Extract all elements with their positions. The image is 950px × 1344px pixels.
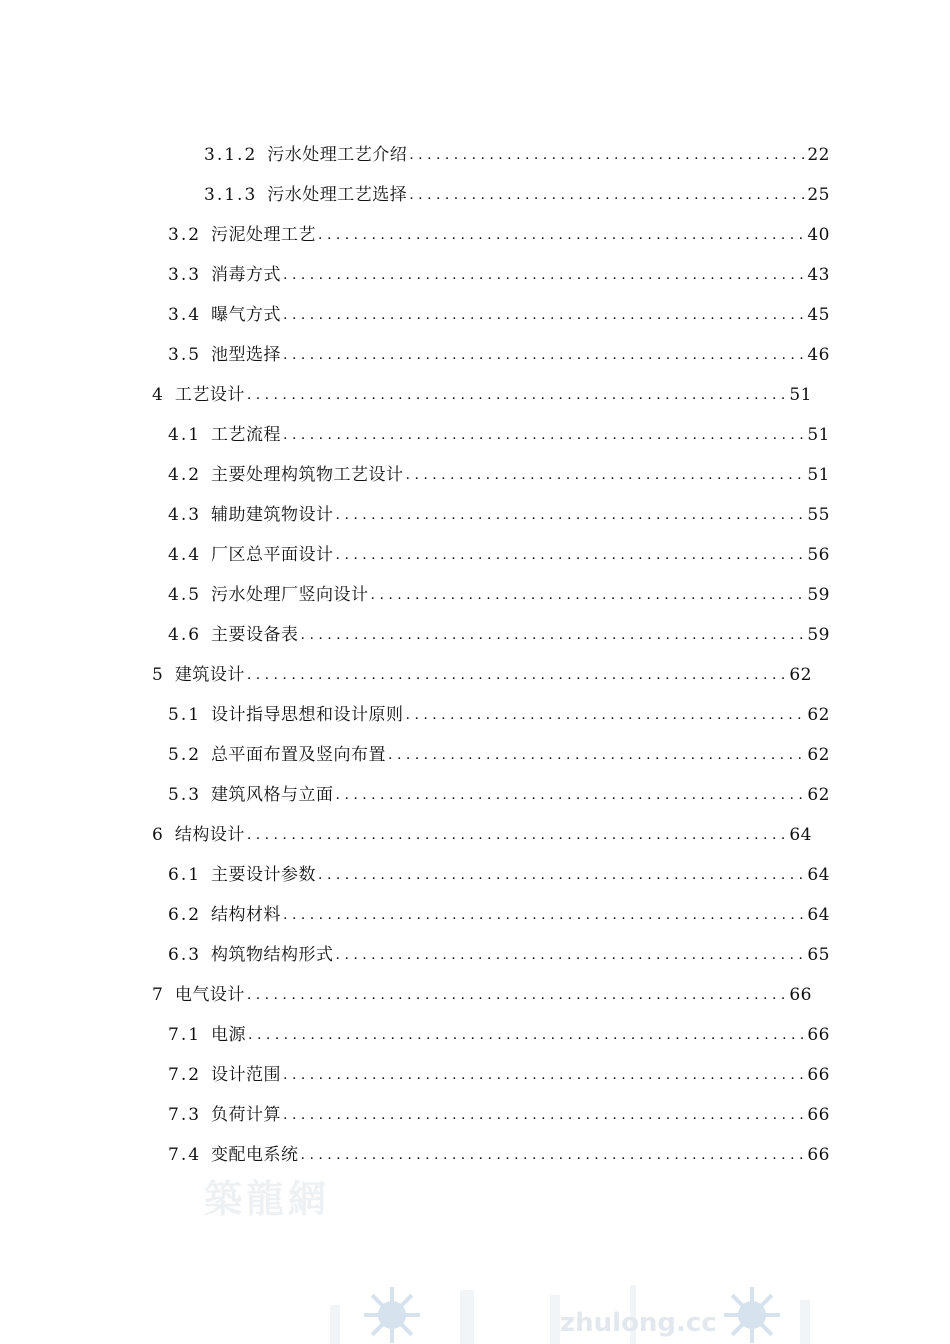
toc-entry[interactable] <box>204 180 830 220</box>
toc-entry-label <box>168 740 386 765</box>
toc-dot-leader <box>371 584 806 604</box>
toc-entry-page-number: 64 <box>807 865 830 885</box>
toc-entry-page-number: 59 <box>807 625 830 645</box>
toc-entry-title: 建筑设计 <box>174 665 245 685</box>
toc-entry-label <box>168 780 334 805</box>
watermark-logo-text: zhulong.cc <box>560 1308 717 1338</box>
toc-entry-page-number: 25 <box>807 185 830 205</box>
toc-entry-title: 主要处理构筑物工艺设计 <box>211 465 404 485</box>
toc-dot-leader <box>283 1064 805 1084</box>
toc-entry-page-number: 51 <box>807 465 830 485</box>
toc-entry[interactable] <box>168 1060 830 1100</box>
toc-entry-label <box>204 180 407 205</box>
toc-dot-leader <box>247 664 788 684</box>
toc-entry-page-number: 51 <box>789 385 812 405</box>
toc-entry-page-number: 56 <box>807 545 830 565</box>
toc-entry[interactable] <box>152 820 812 860</box>
toc-dot-leader <box>283 904 805 924</box>
toc-entry[interactable] <box>168 540 830 580</box>
toc-entry-title: 主要设计参数 <box>211 865 317 885</box>
toc-entry[interactable] <box>152 660 812 700</box>
toc-entry-label <box>168 1020 246 1045</box>
toc-entry-page-number: 66 <box>807 1105 830 1125</box>
toc-entry-number: 3.5 <box>168 345 202 365</box>
toc-entry-label <box>168 460 404 485</box>
toc-entry-number: 6.2 <box>168 905 202 925</box>
toc-entry-label <box>152 380 245 405</box>
toc-entry-title: 建筑风格与立面 <box>211 785 334 805</box>
toc-entry-label <box>168 540 334 565</box>
toc-entry-label <box>168 1060 281 1085</box>
toc-entry-label <box>204 140 407 165</box>
toc-entry-page-number: 59 <box>807 585 830 605</box>
toc-entry-page-number: 66 <box>807 1025 830 1045</box>
toc-entry-number: 3.2 <box>168 225 202 245</box>
toc-entry-title: 电气设计 <box>174 985 245 1005</box>
toc-entry-page-number: 55 <box>807 505 830 525</box>
toc-entry-title: 结构材料 <box>211 905 282 925</box>
toc-entry[interactable] <box>168 580 830 620</box>
toc-entry[interactable] <box>168 940 830 980</box>
toc-entry[interactable] <box>168 780 830 820</box>
toc-entry-number: 3.3 <box>168 265 202 285</box>
toc-entry-page-number: 62 <box>789 665 812 685</box>
toc-dot-leader <box>283 344 805 364</box>
toc-entry-label <box>168 860 316 885</box>
toc-entry[interactable] <box>168 300 830 340</box>
toc-entry-title: 污水处理工艺选择 <box>267 185 408 205</box>
toc-entry-page-number: 43 <box>807 265 830 285</box>
toc-entry[interactable] <box>168 1100 830 1140</box>
toc-entry-page-number: 66 <box>807 1065 830 1085</box>
watermark-text: 築龍網 <box>204 1177 331 1221</box>
toc-dot-leader <box>247 824 788 844</box>
toc-entry[interactable] <box>168 1020 830 1060</box>
toc-entry-label <box>168 900 281 925</box>
toc-entry-title: 污泥处理工艺 <box>211 225 317 245</box>
toc-dot-leader <box>406 464 806 484</box>
toc-entry[interactable] <box>204 140 830 180</box>
toc-entry-number: 4.2 <box>168 465 202 485</box>
toc-dot-leader <box>301 1144 806 1164</box>
toc-entry-title: 厂区总平面设计 <box>211 545 334 565</box>
toc-entry-page-number: 62 <box>807 745 830 765</box>
toc-entry-title: 负荷计算 <box>211 1105 282 1125</box>
toc-entry-label <box>168 940 334 965</box>
toc-entry-label <box>168 300 281 325</box>
toc-entry-number: 7 <box>152 985 165 1005</box>
toc-dot-leader <box>283 1104 805 1124</box>
toc-dot-leader <box>283 264 805 284</box>
toc-entry[interactable] <box>152 980 812 1020</box>
toc-entry-number: 4.3 <box>168 505 202 525</box>
snowflake-icon <box>724 1287 780 1343</box>
toc-dot-leader <box>283 424 805 444</box>
toc-entry[interactable] <box>168 420 830 460</box>
toc-entry-number: 7.2 <box>168 1065 202 1085</box>
toc-entry-title: 主要设备表 <box>211 625 299 645</box>
toc-entry-number: 4 <box>152 385 165 405</box>
toc-entry-number: 5.2 <box>168 745 202 765</box>
toc-dot-leader <box>247 984 788 1004</box>
toc-entry-page-number: 64 <box>789 825 812 845</box>
toc-entry[interactable] <box>168 460 830 500</box>
toc-entry-label <box>168 620 299 645</box>
toc-entry[interactable] <box>168 220 830 260</box>
toc-entry-title: 曝气方式 <box>211 305 282 325</box>
toc-dot-leader <box>318 864 805 884</box>
toc-entry[interactable] <box>168 700 830 740</box>
toc-dot-leader <box>301 624 806 644</box>
toc-entry-number: 3.4 <box>168 305 202 325</box>
toc-entry-title: 总平面布置及竖向布置 <box>211 745 387 765</box>
toc-dot-leader <box>336 784 806 804</box>
toc-entry-page-number: 66 <box>807 1145 830 1165</box>
toc-entry-label <box>152 820 245 845</box>
toc-entry-number: 4.5 <box>168 585 202 605</box>
toc-dot-leader <box>248 1024 805 1044</box>
toc-entry-number: 7.1 <box>168 1025 202 1045</box>
toc-entry[interactable] <box>168 620 830 660</box>
toc-entry-title: 结构设计 <box>174 825 245 845</box>
toc-dot-leader <box>283 304 805 324</box>
toc-entry-title: 消毒方式 <box>211 265 282 285</box>
toc-entry-label <box>168 1140 299 1165</box>
toc-entry-page-number: 45 <box>807 305 830 325</box>
toc-entry-number: 6.1 <box>168 865 202 885</box>
toc-entry-title: 设计范围 <box>211 1065 282 1085</box>
toc-entry-number: 7.3 <box>168 1105 202 1125</box>
toc-entry-label <box>152 660 245 685</box>
toc-entry-number: 4.1 <box>168 425 202 445</box>
toc-entry-title: 污水处理工艺介绍 <box>267 145 408 165</box>
toc-entry-number: 7.4 <box>168 1145 202 1165</box>
toc-entry-title: 构筑物结构形式 <box>211 945 334 965</box>
toc-entry-number: 5.1 <box>168 705 202 725</box>
toc-entry-number: 6.3 <box>168 945 202 965</box>
toc-entry-title: 池型选择 <box>211 345 282 365</box>
toc-entry-page-number: 51 <box>807 425 830 445</box>
toc-entry-label <box>168 340 281 365</box>
toc-entry-number: 6 <box>152 825 165 845</box>
toc-entry-label <box>168 260 281 285</box>
toc-entry-page-number: 64 <box>807 905 830 925</box>
toc-entry[interactable] <box>168 860 830 900</box>
toc-dot-leader <box>336 544 806 564</box>
toc-entry[interactable] <box>168 740 830 780</box>
toc-entry-label <box>152 980 245 1005</box>
toc-entry-number: 4.6 <box>168 625 202 645</box>
toc-dot-leader <box>409 144 805 164</box>
toc-dot-leader <box>409 184 805 204</box>
toc-entry[interactable] <box>168 340 830 380</box>
toc-entry[interactable] <box>168 900 830 940</box>
toc-entry-page-number: 65 <box>807 945 830 965</box>
toc-dot-leader <box>388 744 805 764</box>
toc-entry-title: 污水处理厂竖向设计 <box>211 585 369 605</box>
toc-entry-label <box>168 1100 281 1125</box>
toc-entry-number: 3.1.2 <box>204 145 258 165</box>
toc-entry-page-number: 62 <box>807 705 830 725</box>
toc-entry-number: 4.4 <box>168 545 202 565</box>
toc-entry-title: 电源 <box>211 1025 247 1045</box>
toc-dot-leader <box>247 384 788 404</box>
toc-entry[interactable] <box>168 500 830 540</box>
toc-entry-title: 辅助建筑物设计 <box>211 505 334 525</box>
toc-entry-page-number: 22 <box>807 145 830 165</box>
toc-dot-leader <box>318 224 805 244</box>
toc-entry-page-number: 40 <box>807 225 830 245</box>
toc-entry[interactable] <box>168 260 830 300</box>
toc-entry-title: 变配电系统 <box>211 1145 299 1165</box>
toc-entry-title: 工艺流程 <box>211 425 282 445</box>
toc-entry-title: 工艺设计 <box>174 385 245 405</box>
toc-entry-page-number: 62 <box>807 785 830 805</box>
toc-entry[interactable] <box>152 380 812 420</box>
toc-entry-number: 5 <box>152 665 165 685</box>
toc-entry-label <box>168 220 316 245</box>
toc-entry-page-number: 46 <box>807 345 830 365</box>
toc-entry-page-number: 66 <box>789 985 812 1005</box>
toc-entry-label <box>168 500 334 525</box>
toc-entry-label <box>168 700 404 725</box>
toc-entry-number: 5.3 <box>168 785 202 805</box>
toc-dot-leader <box>336 504 806 524</box>
toc-entry-number: 3.1.3 <box>204 185 258 205</box>
snowflake-icon <box>364 1287 420 1343</box>
toc-entry-label <box>168 580 369 605</box>
toc-entry-title: 设计指导思想和设计原则 <box>211 705 404 725</box>
toc-entry-label <box>168 420 281 445</box>
toc-dot-leader <box>336 944 806 964</box>
toc-dot-leader <box>406 704 806 724</box>
